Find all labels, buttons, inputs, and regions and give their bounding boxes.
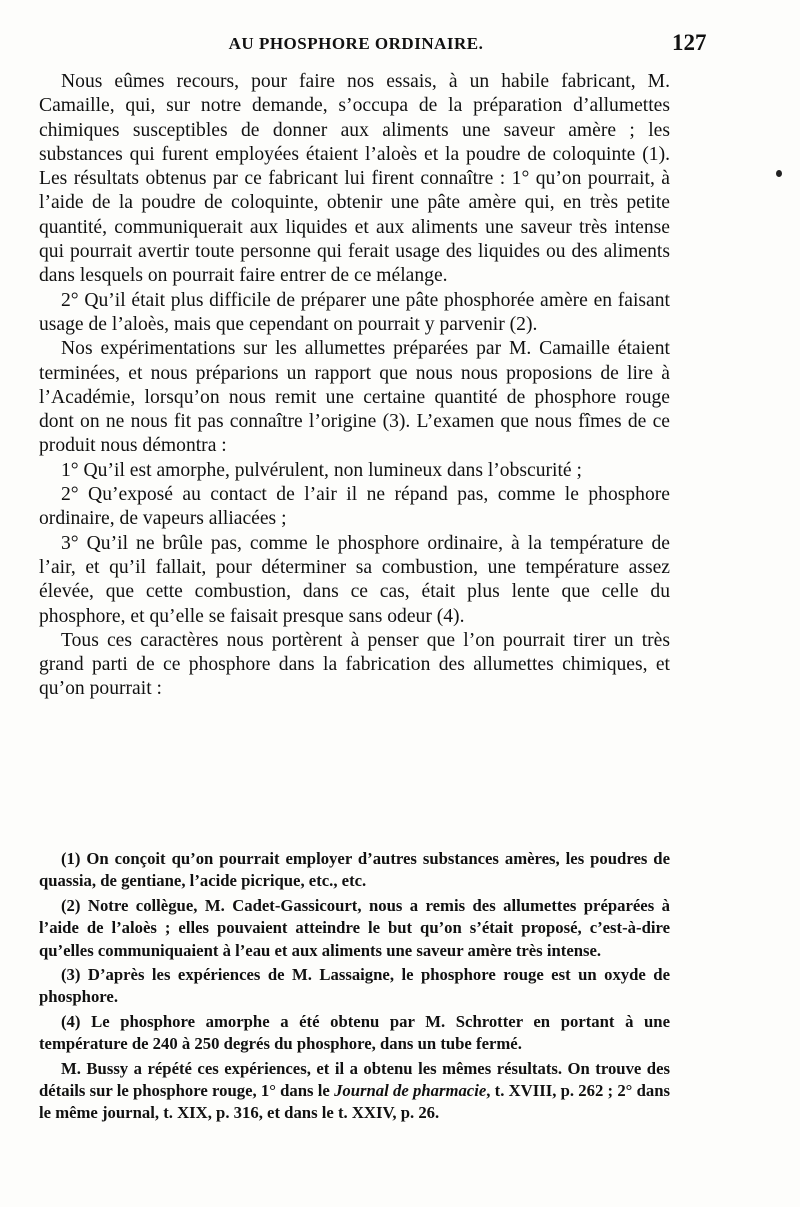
footnote: (3) D’après les expériences de M. Lassaigne, le phosphore rouge est un oxyde de phosphore. xyxy=(39,965,670,1007)
footnote-text: M. Bussy a répété ces expériences, et il a obtenu les mêmes résultats. On trouve des détails sur le phosphore rouge, 1° dans le xyxy=(39,1058,670,1101)
ink-speck xyxy=(776,170,782,177)
running-title: AU PHOSPHORE ORDINAIRE. xyxy=(228,34,484,53)
footnote-text: , t. XVIII, p. 262 ; 2° dans le même journal, t. XIX, p. 316, et dans le t. XXIV, p. 26. xyxy=(39,1081,670,1123)
paragraph: Tous ces caractères nous portèrent à penser que l’on pourrait tirer un très grand parti de ce phosphore dans la fabrication des allumettes chimiques, et qu’on pourrait : xyxy=(39,629,670,700)
footnote: (2) Notre collègue, M. Cadet-Gassicourt, nous a remis des allumettes préparées à l’aide de l’aloès ; elles pouvaient atteindre le but qu’on s’était proposé, c’est-à-dire qu’elles communiquaient à l’eau et aux aliments une saveur amère très intense. xyxy=(39,895,670,960)
footnote: (4) Le phosphore amorphe a été obtenu par M. Schrotter en portant à une température de 240 à 250 degrés du phosphore, dans un tube fermé. xyxy=(39,1011,670,1054)
paragraph: 1° Qu’il est amorphe, pulvérulent, non lumineux dans l’obscurité ; xyxy=(61,459,582,481)
paragraph: 2° Qu’il était plus difficile de préparer une pâte phosphorée amère en faisant usage de l’aloès, mais que cependant on pourrait y parvenir (2). xyxy=(39,289,670,335)
footnote: (1) On conçoit qu’on pourrait employer d’autres substances amères, les poudres de quassia, de gentiane, l’acide picrique, etc., etc. xyxy=(39,849,670,891)
paragraph: 3° Qu’il ne brûle pas, comme le phosphore ordinaire, à la température de l’air, et qu’il fallait, pour déterminer sa combustion, une température assez élevée, que cette combustion, dans ce cas, était plus lente que celle du phosphore, et qu’elle se faisait presque sans odeur (4). xyxy=(39,532,670,627)
main-text xyxy=(39,70,670,702)
footnote-continuation xyxy=(39,1058,670,1125)
paragraph: Nos expérimentations sur les allumettes préparées par M. Camaille étaient terminées, et nous préparions un rapport que nous nous proposions de lire à l’Académie, lorsqu’on nous remit une certaine quantité de phosphore rouge dont on ne nous fit pas connaître l’origine (3). L’examen que nous fîmes de ce produit nous démontra : xyxy=(39,338,670,457)
paragraph: Nous eûmes recours, pour faire nos essais, à un habile fabricant, M. Camaille, qui, sur notre demande, s’occupa de la préparation d’allumettes chimiques susceptibles de donner aux aliments une saveur amère ; les substances qui furent employées étaient l’aloès et la poudre de coloquinte (1). Les résultats obtenus par ce fabricant lui firent connaître : 1° qu’on pourrait, à l’aide de la poudre de coloquinte, obtenir une pâte amère qui, en très petite quantité, communiquerait aux liquides et aux aliments une saveur très intense qui pourrait avertir toute personne qui ferait usage des liquides ou des aliments dans lesquels on pourrait faire entrer de ce mélange. xyxy=(39,71,670,287)
footnotes xyxy=(39,848,670,1127)
page-number: 127 xyxy=(672,30,707,55)
paragraph: 2° Qu’exposé au contact de l’air il ne répand pas, comme le phosphore ordinaire, de vapeurs alliacées ; xyxy=(39,484,670,530)
journal-title: Journal de pharmacie xyxy=(334,1081,487,1101)
